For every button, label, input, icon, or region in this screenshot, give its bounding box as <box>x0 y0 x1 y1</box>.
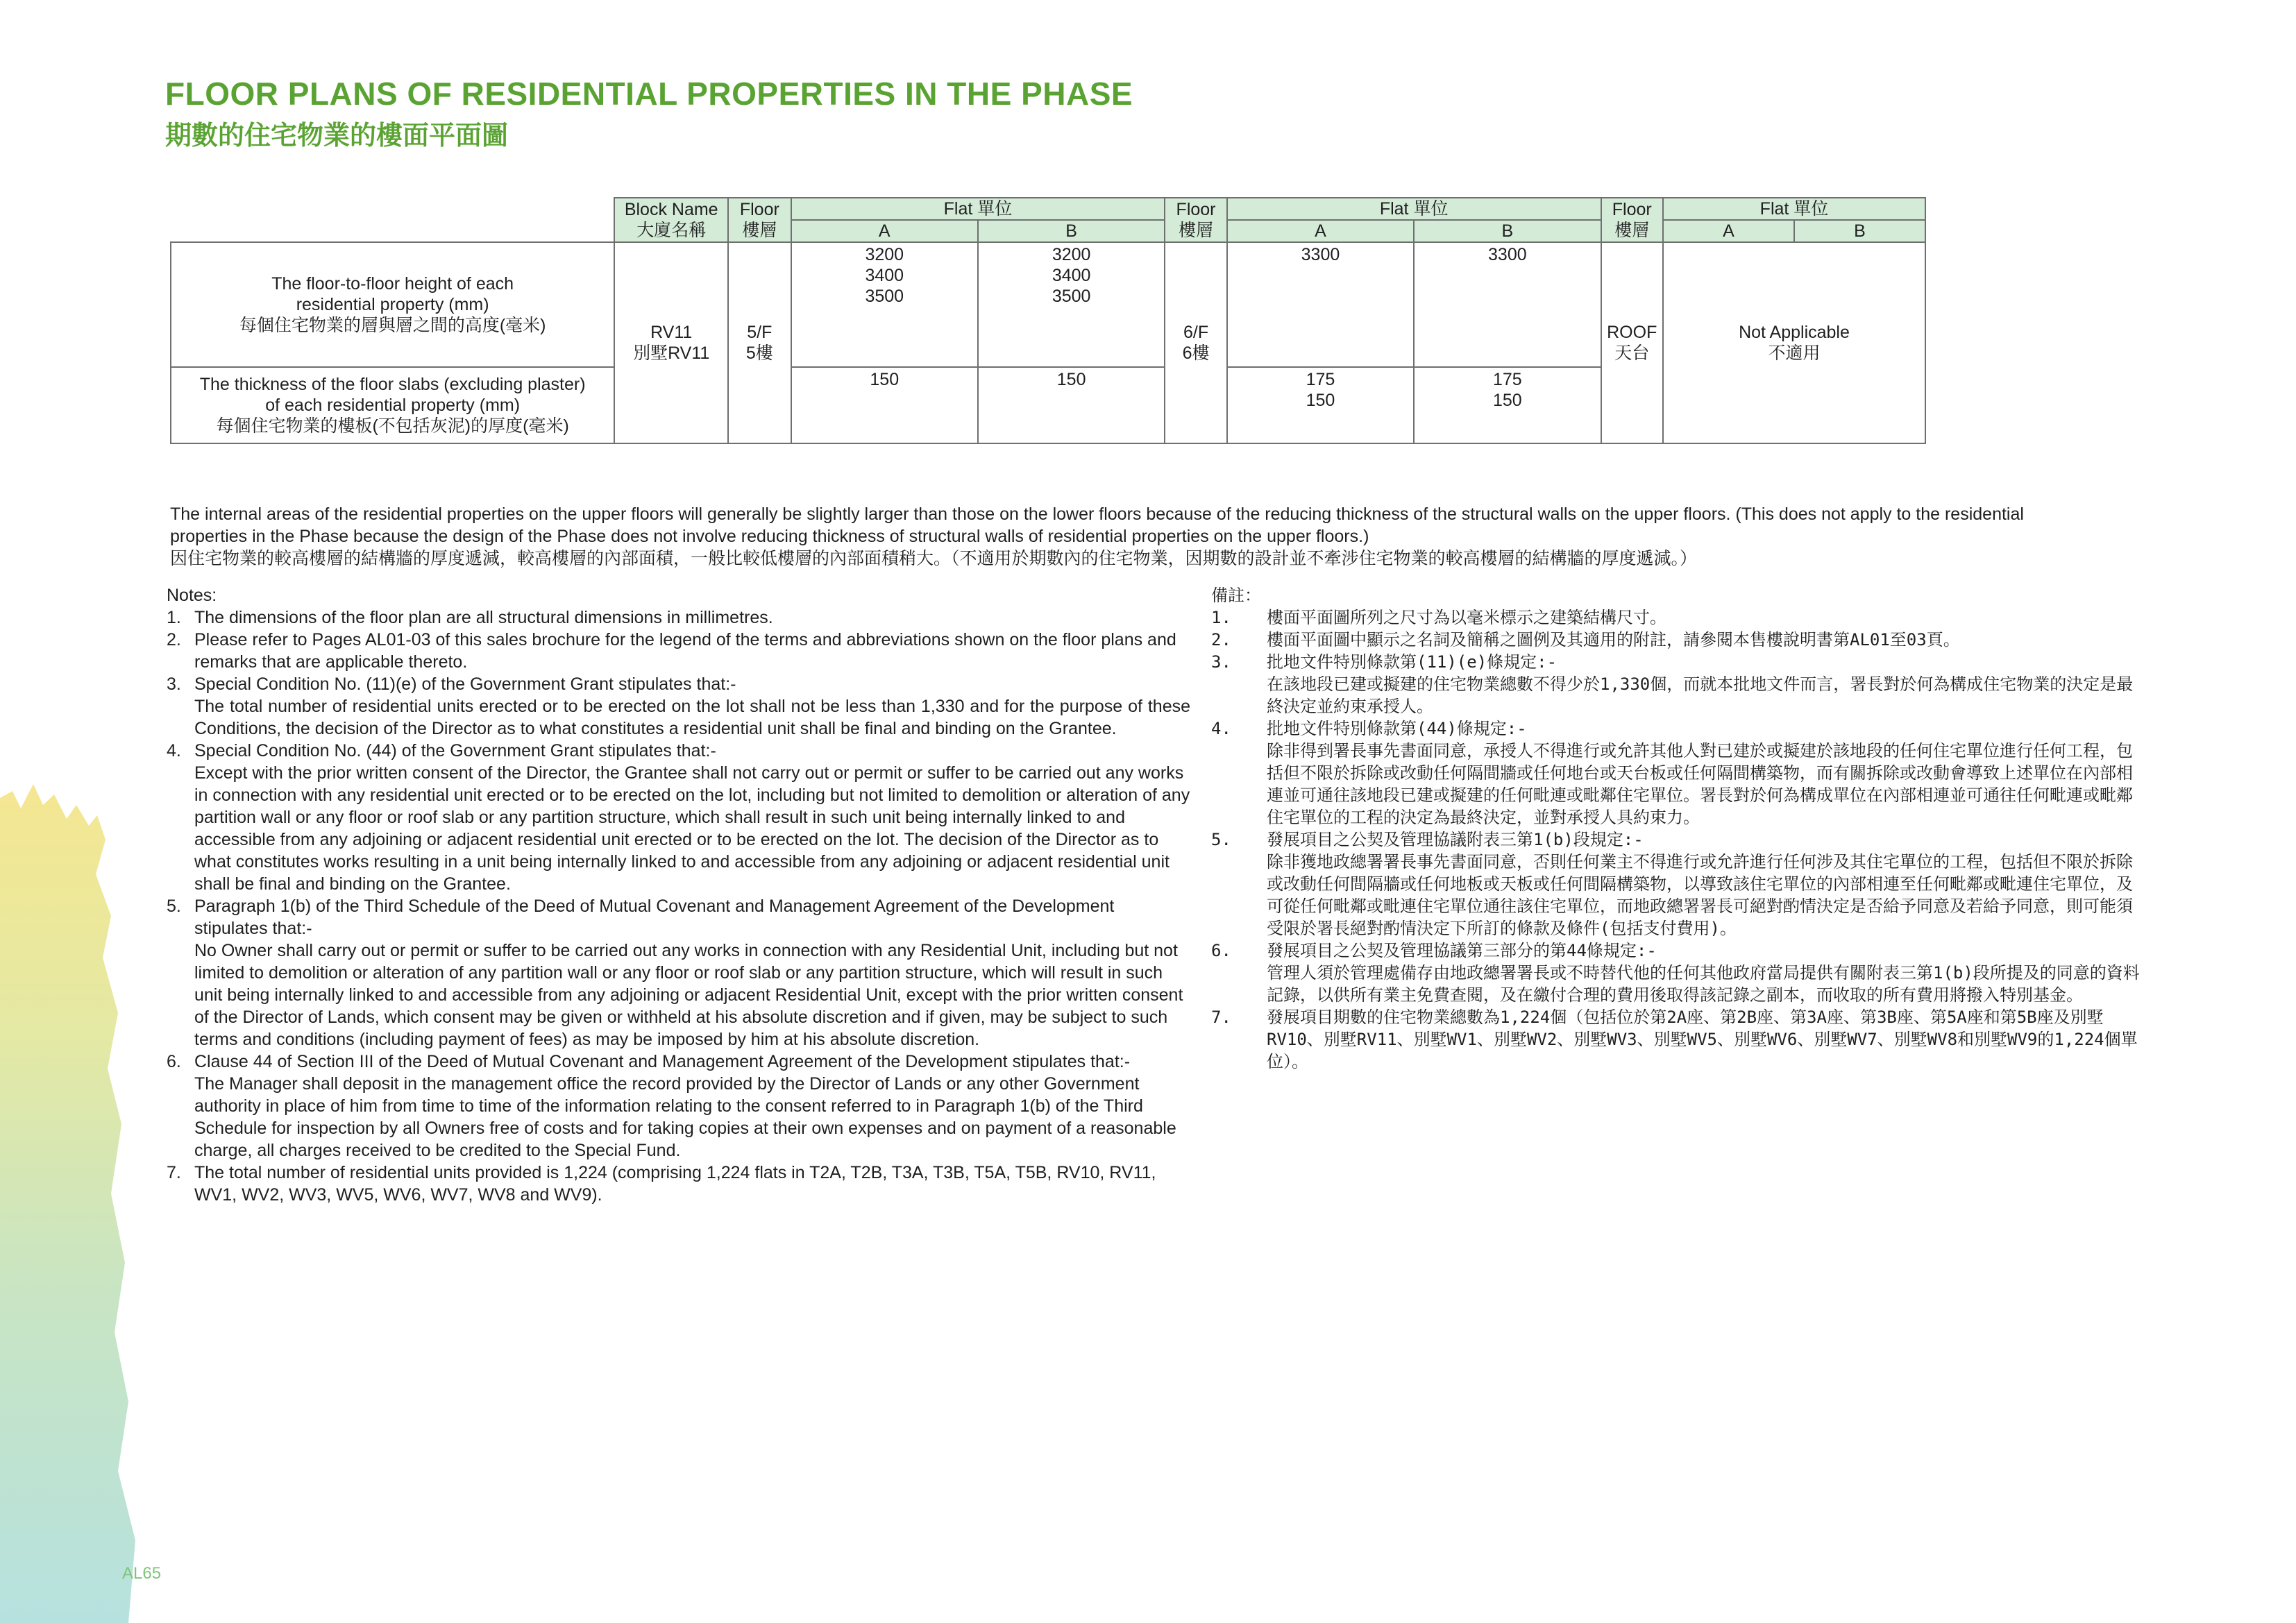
note-text: 樓面平面圖所列之尺寸為以毫米標示之建築結構尺寸。 <box>1267 608 1666 627</box>
note-item <box>167 1051 1190 1162</box>
note-item <box>167 1162 1190 1206</box>
flat-b-header: B <box>1414 220 1601 242</box>
note-text: 在該地段已建或擬建的住宅物業總數不得少於1,330個，而就本批地文件而言，署長對於何為構成住宅物業的決定是最終決定並約束承授人。 <box>1267 674 2134 716</box>
note-text: The total number of residential units provided is 1,224 (comprising 1,224 flats in T2A, T2B, T3A, T3B, T5A, T5B, RV10, RV11, WV1, WV2, WV3, WV5, WV6, WV7, WV8 and WV9). <box>194 1163 1156 1205</box>
flat-a-header: A <box>1663 220 1794 242</box>
note-item <box>167 673 1190 740</box>
flat-a-header: A <box>1227 220 1414 242</box>
note-number: 7. <box>167 1163 181 1182</box>
slab-5f-flat-a: 150 <box>791 367 978 443</box>
note-text: 樓面平面圖中顯示之名詞及簡稱之圖例及其適用的附註，請參閱本售樓說明書第AL01至03頁。 <box>1267 630 1960 649</box>
intro-en: The internal areas of the residential properties on the upper floors will generally be slightly larger than those on the lower floors because of the reducing thickness of the structural walls on the upper floors. (This does not apply to the residential properties in the Phase because the design of the Phase does not involve reducing thickness of structural walls of residential properties on the upper floors.) <box>170 504 2024 546</box>
note-item <box>1211 606 2141 629</box>
notes-heading-zh: 備註： <box>1211 586 1261 605</box>
notes-zh <box>1211 584 2141 1073</box>
intro-zh: 因住宅物業的較高樓層的結構牆的厚度遞減，較高樓層的內部面積，一般比較低樓層的內部面積稍大。（不適用於期數內的住宅物業，因期數的設計並不牽涉住宅物業的較高樓層的結構牆的厚度遞減。） <box>170 549 1698 568</box>
flat-header: Flat 單位 <box>1227 198 1601 220</box>
note-text: Please refer to Pages AL01-03 of this sales brochure for the legend of the terms and abbreviations shown on the floor plans and remarks that are applicable thereto. <box>194 630 1176 672</box>
note-number: 6. <box>1211 941 1231 960</box>
note-text: Clause 44 of Section III of the Deed of Mutual Covenant and Management Agreement of the Development stipulates that:- <box>194 1052 1131 1071</box>
floor-header: Floor 樓層 <box>1601 198 1663 242</box>
notes-heading: Notes: <box>167 586 217 605</box>
block-name-header: Block Name 大廈名稱 <box>614 198 728 242</box>
floor-5f-cell: 5/F 5樓 <box>728 242 791 443</box>
note-number: 6. <box>167 1052 181 1071</box>
watercolor-wash <box>0 777 167 1623</box>
floor-spec-table <box>170 197 1926 444</box>
flat-header: Flat 單位 <box>791 198 1165 220</box>
note-text: 除非獲地政總署署長事先書面同意，否則任何業主不得進行或允許進行任何涉及其住宅單位的工程，包括但不限於拆除或改動任何間隔牆或任何地板或天板或任何間隔構築物，以導致該住宅單位的內部相連至任何毗鄰或毗連住宅單位，及可從任何毗鄰或毗連住宅單位通往該住宅單位，而地政總署署長可絕對酌情決定是否給予同意及若給予同意，則可能須受限於署長絕對酌情決定下所訂的條款及條件(包括支付費用)。 <box>1267 852 2133 938</box>
note-text: 發展項目之公契及管理協議附表三第1(b)段規定:- <box>1267 830 1644 849</box>
note-item <box>1211 629 2141 651</box>
slab-6f-flat-a: 175 150 <box>1227 367 1414 443</box>
note-number: 5. <box>1211 830 1231 849</box>
note-text: 發展項目之公契及管理協議第三部分的第44條規定:- <box>1267 941 1657 960</box>
flat-header: Flat 單位 <box>1663 198 1925 220</box>
note-item <box>167 629 1190 673</box>
height-6f-flat-b: 3300 <box>1414 242 1601 367</box>
note-text: The total number of residential units erected or to be erected on the lot shall not be less than 1,330 and for the purpose of these Conditions, the decision of the Director as to what constitutes a residential unit shall be final and binding on the Grantee. <box>194 697 1190 738</box>
note-text: Paragraph 1(b) of the Third Schedule of the Deed of Mutual Covenant and Management Agreement of the Development stipulates that:- <box>194 897 1115 938</box>
note-number: 1. <box>167 608 181 627</box>
note-text: 批地文件特別條款第(44)條規定:- <box>1267 719 1527 738</box>
note-text: 發展項目期數的住宅物業總數為1,224個（包括位於第2A座、第2B座、第3A座、第3B座、第5A座和第5B座及別墅RV10、別墅RV11、別墅WV1、別墅WV2、別墅WV3、別墅WV5、別墅WV6、別墅WV7、別墅WV8和別墅WV9的1,224個單位）。 <box>1267 1008 2138 1071</box>
floor-header: Floor 樓層 <box>728 198 791 242</box>
slab-thickness-label: The thickness of the floor slabs (excluding plaster) of each residential property (mm) 每個住宅物業的樓板(不包括灰泥)的厚度(毫米) <box>171 367 614 443</box>
note-text: Except with the prior written consent of the Director, the Grantee shall not carry out or permit or suffer to be carried out any works in connection with any residential unit erected or to be erected on the lot, including but not limited to demolition or alteration of any partition wall or any floor or roof slab or any partition structure, which shall result in such unit being internally linked to and accessible from any adjoining or adjacent residential unit erected or to be erected on the lot. The decision of the Director as to what constitutes works resulting in a unit being internally linked to and accessible from any adjoining or adjacent residential unit shall be final and binding on the Grantee. <box>194 763 1190 894</box>
floor-6f-cell: 6/F 6樓 <box>1165 242 1226 443</box>
note-item <box>167 740 1190 895</box>
note-number: 7. <box>1211 1008 1231 1027</box>
note-number: 4. <box>167 741 181 760</box>
floor-header: Floor 樓層 <box>1165 198 1226 242</box>
height-5f-flat-b: 3200 3400 3500 <box>978 242 1165 367</box>
block-name-cell: RV11 別墅RV11 <box>614 242 728 443</box>
height-6f-flat-a: 3300 <box>1227 242 1414 367</box>
flat-a-header: A <box>791 220 978 242</box>
note-text: 除非得到署長事先書面同意，承授人不得進行或允許其他人對已建於或擬建於該地段的任何住宅單位進行任何工程，包括但不限於拆除或改動任何隔間牆或任何地台或天台板或任何隔間構築物，而有關拆除或改動會導致上述單位在內部相連並可通往該地段已建或擬建的任何毗連或毗鄰住宅單位。署長對於何為構成單位在內部相連並可通往任何毗連或毗鄰住宅單位的工程的決定為最終決定，並對承授人具約束力。 <box>1267 741 2133 827</box>
note-text: No Owner shall carry out or permit or suffer to be carried out any works in connection with any Residential Unit, including but not limited to demolition or alteration of any partition wall or any floor or roof slab or any partition structure, which will result in such unit being internally linked to and accessible from any adjoining or adjacent Residential Unit, except with the prior written consent of the Director of Lands, which consent may be given or withheld at his absolute discretion and if given, may be subject to such terms and conditions (including payment of fees) as may be imposed by him at his absolute discretion. <box>194 941 1183 1049</box>
page-title: FLOOR PLANS OF RESIDENTIAL PROPERTIES IN THE PHASE <box>165 76 1133 112</box>
note-item <box>1211 829 2141 940</box>
roof-not-applicable: Not Applicable 不適用 <box>1663 242 1925 443</box>
note-text: 管理人須於管理處備存由地政總署署長或不時替代他的任何其他政府當局提供有關附表三第1(b)段所提及的同意的資料記錄，以供所有業主免費查閱，及在繳付合理的費用後取得該記錄之副本，而收取的所有費用將撥入特別基金。 <box>1267 963 2140 1005</box>
page-title-zh: 期數的住宅物業的樓面平面圖 <box>165 121 509 151</box>
intro-paragraph <box>170 503 2044 570</box>
note-number: 4. <box>1211 719 1231 738</box>
note-item <box>1211 717 2141 829</box>
note-item <box>1211 1006 2141 1073</box>
note-number: 3. <box>1211 652 1231 672</box>
floor-roof-cell: ROOF 天台 <box>1601 242 1663 443</box>
page-number: AL65 <box>122 1564 162 1583</box>
note-item <box>1211 651 2141 717</box>
note-text: Special Condition No. (11)(e) of the Government Grant stipulates that:- <box>194 674 736 694</box>
note-text: The dimensions of the floor plan are all structural dimensions in millimetres. <box>194 608 773 627</box>
note-text: The Manager shall deposit in the management office the record provided by the Director of Lands or any other Government authority in place of him from time to time of the information relating to the consent referred to in Paragraph 1(b) of the Third Schedule for inspection by all Owners free of costs and for taking copies at their own expenses and on payment of a reasonable charge, all charges received to be credited to the Special Fund. <box>194 1074 1176 1160</box>
floor-height-label: The floor-to-floor height of each residential property (mm) 每個住宅物業的層與層之間的高度(毫米) <box>171 242 614 367</box>
note-item <box>1211 940 2141 1006</box>
note-number: 2. <box>1211 630 1231 649</box>
note-number: 5. <box>167 897 181 916</box>
table-corner <box>171 198 614 242</box>
note-item <box>167 606 1190 629</box>
notes-en <box>167 584 1190 1206</box>
height-5f-flat-a: 3200 3400 3500 <box>791 242 978 367</box>
slab-5f-flat-b: 150 <box>978 367 1165 443</box>
note-number: 3. <box>167 674 181 694</box>
note-number: 2. <box>167 630 181 649</box>
note-item <box>167 895 1190 1051</box>
flat-b-header: B <box>1794 220 1925 242</box>
flat-b-header: B <box>978 220 1165 242</box>
note-text: Special Condition No. (44) of the Government Grant stipulates that:- <box>194 741 716 760</box>
note-text: 批地文件特別條款第(11)(e)條規定:- <box>1267 652 1558 672</box>
slab-6f-flat-b: 175 150 <box>1414 367 1601 443</box>
note-number: 1. <box>1211 608 1231 627</box>
